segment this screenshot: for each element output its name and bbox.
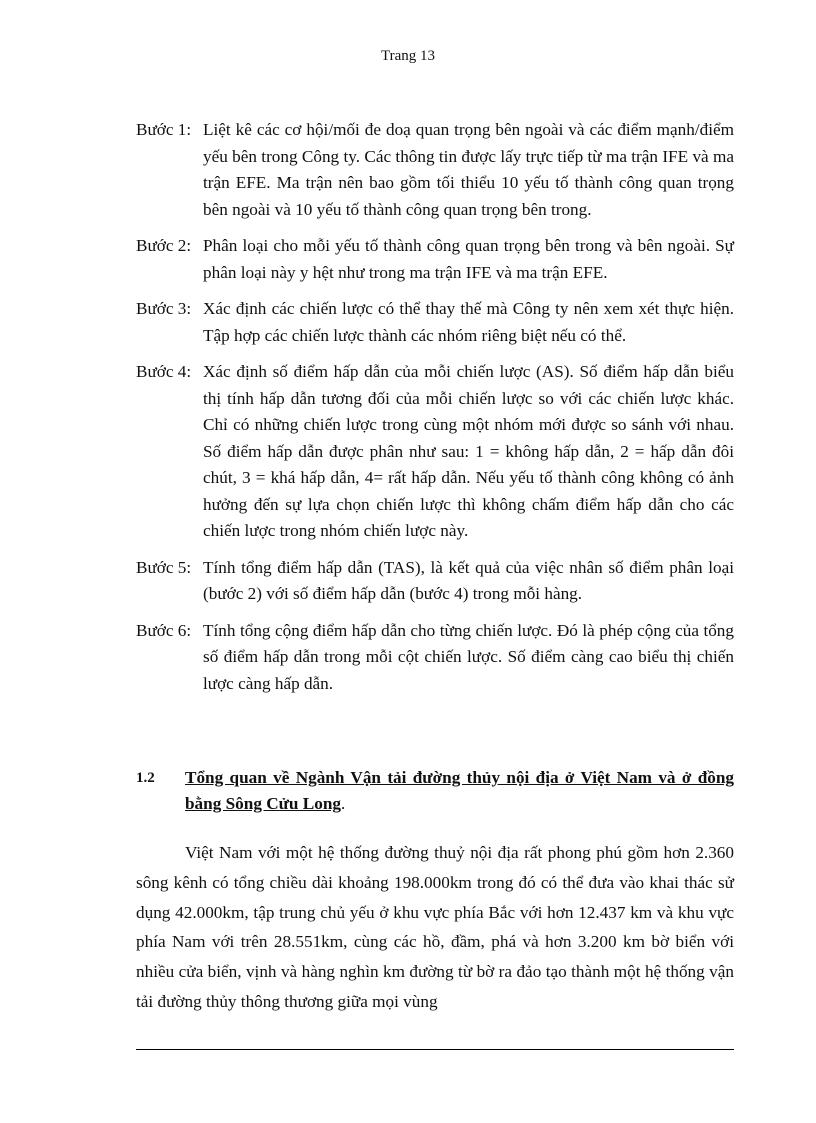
step-text: Phân loại cho mỗi yếu tố thành công quan trọng bên trong và bên ngoài. Sự phân loại này y hệt như trong ma trận IFE và ma trận EFE.: [203, 236, 734, 282]
section-heading: [136, 765, 734, 817]
section-title: [185, 765, 734, 817]
step-text: Xác định số điểm hấp dẫn của mỗi chiến lược (AS). Số điểm hấp dẫn biểu thị tính hấp dẫn tương đối của mỗi chiến lược so với các chiến lược khác. Chỉ có những chiến lược trong cùng một nhóm mới được so sánh với nhau. Số điểm hấp dẫn được phân như sau: 1 = không hấp dẫn, 2 = hấp dẫn đôi chút, 3 = khá hấp dẫn, 4= rất hấp dẫn. Nếu yếu tố thành công không có ảnh hưởng đến sự lựa chọn chiến lược thì không chấm điểm hấp dẫn cho các chiến lược trong nhóm chiến lược này.: [203, 362, 734, 540]
step-label: Bước 5:: [136, 557, 192, 577]
step-item: [136, 359, 734, 545]
footer-divider: [136, 1049, 734, 1050]
step-label: Bước 3:: [136, 299, 192, 318]
section-title-period: .: [341, 794, 346, 813]
steps-list: [136, 117, 734, 707]
step-label: Bước 1:: [136, 120, 192, 139]
step-text: Tính tổng cộng điểm hấp dẫn cho từng chiến lược. Đó là phép cộng của tổng số điểm hấp dẫn trong mỗi cột chiến lược. Số điểm càng cao biểu thị chiến lược càng hấp dẫn.: [203, 620, 734, 693]
step-item: [136, 618, 734, 698]
step-item: [136, 296, 734, 349]
step-text: Liệt kê các cơ hội/mối đe doạ quan trọng bên ngoài và các điểm mạnh/điểm yếu bên trong Công ty. Các thông tin được lấy trực tiếp từ ma trận IFE và ma trận EFE. Ma trận nên bao gồm tối thiểu 10 yếu tố thành công quan trọng bên ngoài và 10 yếu tố thành công quan trọng bên trong.: [203, 120, 734, 219]
section-title-text: Tổng quan về Ngành Vận tải đường thủy nội địa ở Việt Nam và ở đồng bằng Sông Cửu Long: [185, 768, 734, 813]
step-item: [136, 233, 734, 286]
step-label: Bước 2:: [136, 236, 192, 255]
section-number: 1.2: [136, 770, 155, 786]
body-paragraph: Việt Nam với một hệ thống đường thuỷ nội địa rất phong phú gồm hơn 2.360 sông kênh có tổng chiều dài khoảng 198.000km trong đó có thể đưa vào khai thác sử dụng 42.000km, tập trung chủ yếu ở khu vực phía Bắc với hơn 12.437 km và khu vực phía Nam với trên 28.551km, cùng các hồ, đầm, phá và hơn 3.200 km bờ biển với nhiều cửa biển, vịnh và hàng nghìn km đường từ bờ ra đảo tạo thành một hệ thống vận tải đường thủy thông thương giữa mọi vùng: [136, 843, 734, 1011]
step-item: [136, 117, 734, 223]
page-number: Trang 13: [380, 48, 436, 64]
step-label: Bước 6:: [136, 620, 192, 640]
step-text: Tính tổng điểm hấp dẫn (TAS), là kết quả của việc nhân số điểm phân loại (bước 2) với số điểm hấp dẫn (bước 4) trong mỗi hàng.: [203, 557, 734, 603]
step-text: Xác định các chiến lược có thể thay thế mà Công ty nên xem xét thực hiện. Tập hợp các chiến lược thành các nhóm riêng biệt nếu có thể.: [203, 299, 734, 345]
step-label: Bước 4:: [136, 362, 192, 381]
step-item: [136, 555, 734, 608]
